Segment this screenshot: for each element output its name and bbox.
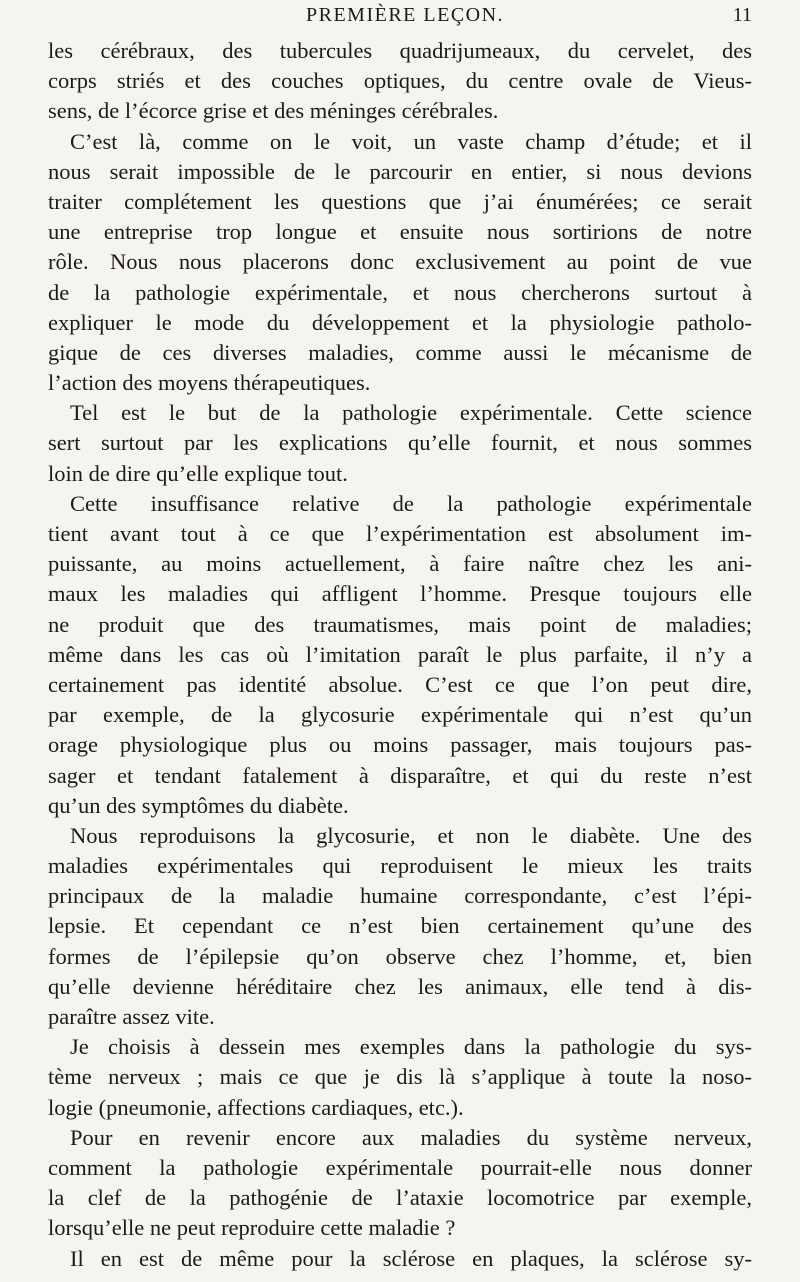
text-line: Il en est de même pour la sclérose en plaques, la sclérose sy-: [70, 1245, 752, 1271]
text-line: nous serait impossible de le parcourir en entier, si nous devions: [48, 158, 752, 184]
text-line: expliquer le mode du développement et la physiologie patholo-: [48, 309, 752, 335]
text-line: qu’un des symptômes du diabète.: [48, 792, 349, 818]
running-title: PREMIÈRE LEÇON.: [306, 4, 505, 26]
body-text: [48, 36, 752, 1274]
page-number: 11: [732, 4, 752, 26]
text-line: gique de ces diverses maladies, comme aussi le mécanisme de: [48, 339, 752, 365]
text-line: lorsqu’elle ne peut reproduire cette maladie ?: [48, 1215, 456, 1241]
text-line: comment la pathologie expérimentale pourrait-elle nous donner: [48, 1154, 752, 1180]
text-line: sens, de l’écorce grise et des méninges cérébrales.: [48, 98, 499, 124]
text-line: paraître assez vite.: [48, 1004, 215, 1029]
text-line: une entreprise trop longue et ensuite nous sortirions de notre: [48, 219, 752, 245]
text-line: Nous reproduisons la glycosurie, et non le diabète. Une des: [70, 822, 752, 848]
text-line: sert surtout par les explications qu’elle fournit, et nous sommes: [48, 430, 752, 456]
text-line: loin de dire qu’elle explique tout.: [48, 460, 348, 486]
text-line: rôle. Nous nous placerons donc exclusivement au point de vue: [48, 249, 752, 275]
text-line: traiter complétement les questions que j’ai énumérées; ce serait: [48, 188, 752, 214]
text-line: formes de l’épilepsie qu’on observe chez l’homme, et, bien: [48, 943, 752, 969]
text-line: maladies expérimentales qui reproduisent le mieux les traits: [48, 853, 752, 879]
text-line: puissante, au moins actuellement, à faire naître chez les ani-: [48, 551, 752, 577]
text-line: tient avant tout à ce que l’expérimentation est absolument im-: [48, 521, 752, 546]
text-line: par exemple, de la glycosurie expérimentale qui n’est qu’un: [48, 702, 752, 728]
text-line: orage physiologique plus ou moins passager, mais toujours pas-: [48, 732, 752, 758]
text-line: C’est là, comme on le voit, un vaste champ d’étude; et il: [70, 128, 752, 154]
text-line: Pour en revenir encore aux maladies du système nerveux,: [70, 1124, 752, 1150]
text-line: certainement pas identité absolue. C’est ce que l’on peut dire,: [48, 671, 752, 697]
text-line: même dans les cas où l’imitation paraît le plus parfaite, il n’y a: [48, 641, 752, 667]
text-line: sager et tendant fatalement à disparaître, et qui du reste n’est: [48, 762, 752, 788]
text-line: Je choisis à dessein mes exemples dans la pathologie du sys-: [70, 1034, 752, 1060]
text-line: principaux de la maladie humaine correspondante, c’est l’épi-: [48, 883, 752, 909]
text-line: de la pathologie expérimentale, et nous chercherons surtout à: [48, 279, 752, 305]
text-line: maux les maladies qui affligent l’homme. Presque toujours elle: [48, 581, 752, 607]
text-line: l’action des moyens thérapeutiques.: [48, 370, 371, 396]
running-head: [48, 0, 752, 36]
text-line: la clef de la pathogénie de l’ataxie locomotrice par exemple,: [48, 1185, 752, 1211]
text-line: tème nerveux ; mais ce que je dis là s’applique à toute la noso-: [48, 1064, 752, 1090]
text-line: qu’elle devienne héréditaire chez les animaux, elle tend à dis-: [48, 973, 752, 999]
text-line: les cérébraux, des tubercules quadrijumeaux, du cervelet, des: [48, 38, 752, 63]
text-line: corps striés et des couches optiques, du centre ovale de Vieus-: [48, 68, 752, 94]
text-line: Cette insuffisance relative de la pathologie expérimentale: [70, 490, 752, 516]
text-line: logie (pneumonie, affections cardiaques, etc.).: [48, 1094, 464, 1120]
text-line: lepsie. Et cependant ce n’est bien certainement qu’une des: [48, 913, 752, 939]
text-line: Tel est le but de la pathologie expérimentale. Cette science: [70, 400, 752, 426]
text-line: ne produit que des traumatismes, mais point de maladies;: [48, 611, 752, 637]
